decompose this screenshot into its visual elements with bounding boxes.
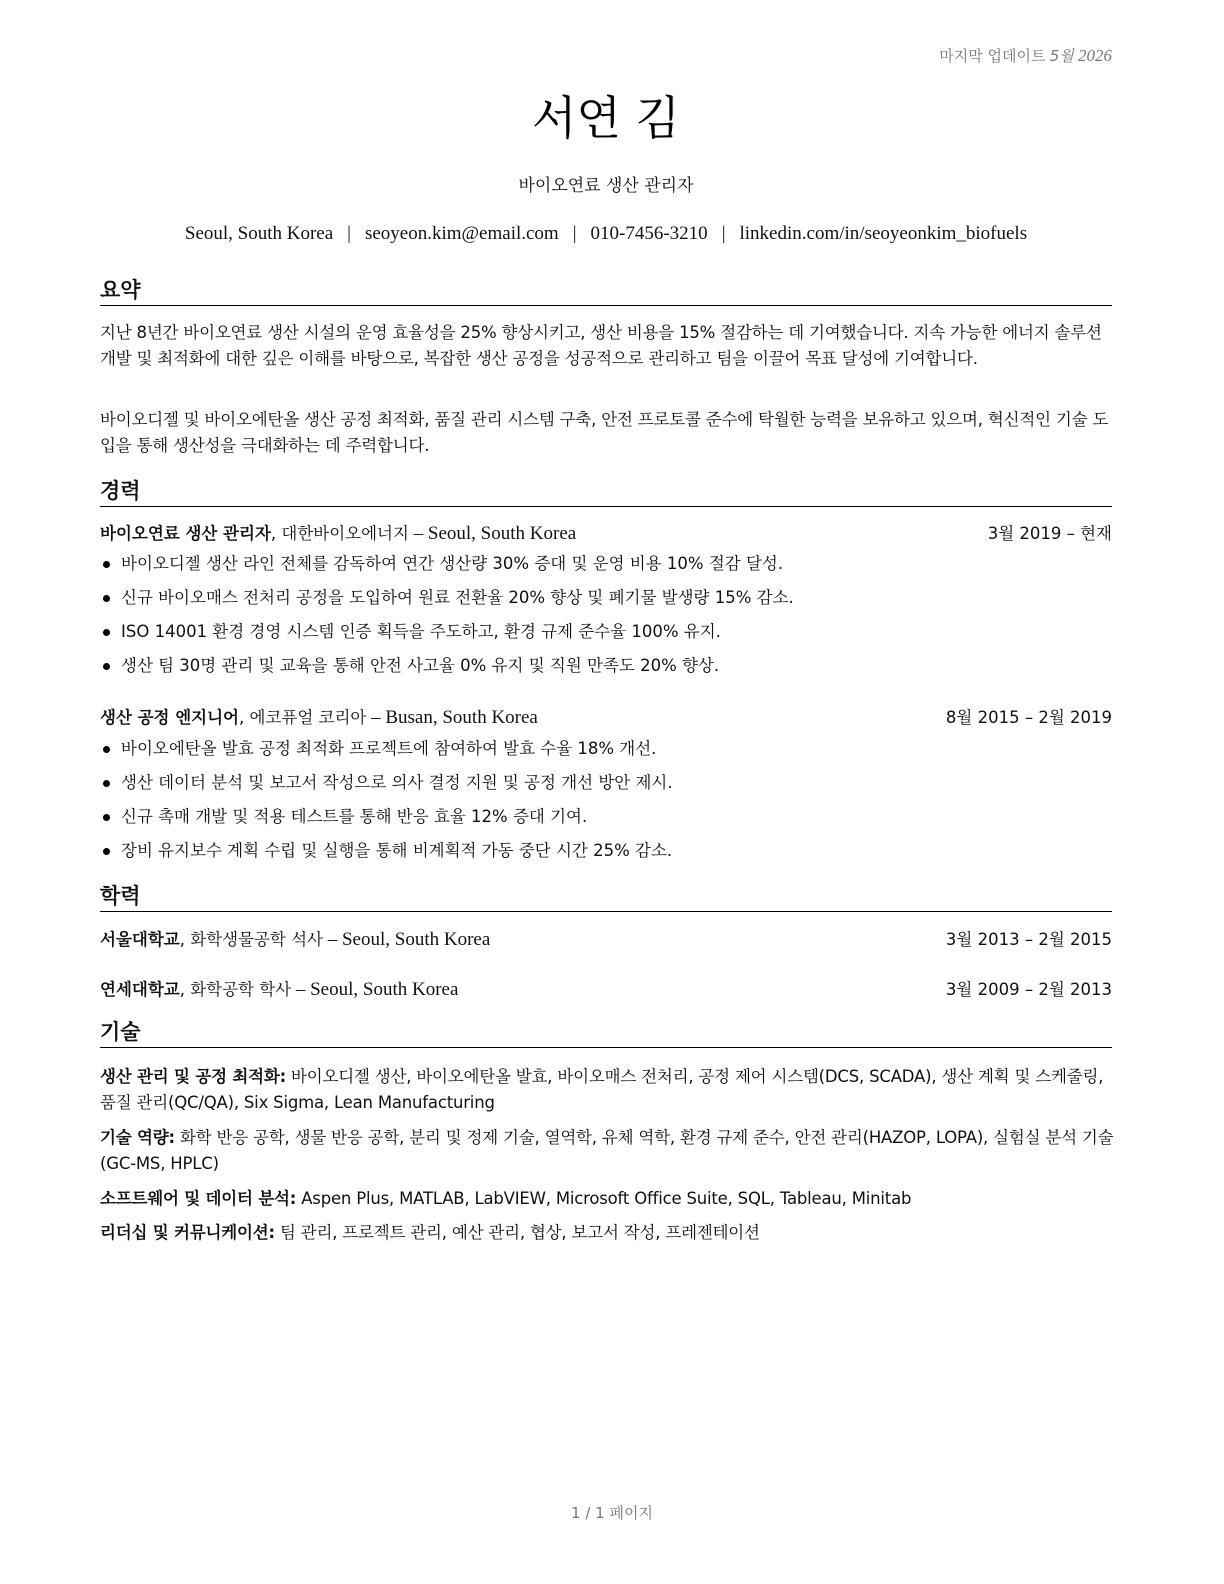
job-location: Seoul, South Korea — [427, 523, 577, 544]
last-updated-year: 2026 — [1078, 46, 1112, 65]
skill-value: 바이오디젤 생산, 바이오에탄올 발효, 바이오매스 전처리, 공정 제어 시스템(DCS, SCADA), 생산 계획 및 스케줄링, 품질 관리(QC/QA), Six Sigma, Lean Manufacturing — [100, 1067, 1104, 1112]
last-updated-month: 5월 — [1049, 47, 1074, 65]
job-role: 바이오연료 생산 관리자 — [100, 524, 271, 543]
education-dates: 3월 2009 – 2월 2013 — [945, 980, 1112, 999]
education-item: 서울대학교, 화학생물공학 석사 – Seoul, South Korea 3월 2013 – 2월 2015 — [100, 927, 1112, 953]
contact-separator: | — [347, 223, 351, 244]
job-header: 생산 공정 엔지니어, 에코퓨얼 코리아 – Busan, South Korea 8월 2015 – 2월 2019 — [100, 705, 1112, 731]
candidate-name: 서연 김 — [532, 91, 680, 145]
skill-item — [100, 1125, 1118, 1177]
job-role: 생산 공정 엔지니어 — [100, 708, 240, 727]
skill-value: 화학 반응 공학, 생물 반응 공학, 분리 및 정제 기술, 열역학, 유체 역학, 환경 규제 준수, 안전 관리(HAZOP, LOPA), 실험실 분석 기술(GC-MS, HPLC) — [100, 1128, 1114, 1173]
last-updated — [939, 45, 1112, 66]
list-item: 생산 팀 30명 관리 및 교육을 통해 안전 사고율 0% 유지 및 직원 만족도 20% 향상. — [100, 653, 1112, 687]
school-name: 서울대학교 — [100, 930, 180, 949]
page-number: 1 / 1 페이지 — [571, 1504, 653, 1522]
skill-item — [100, 1186, 1118, 1212]
education-dates: 3월 2013 – 2월 2015 — [945, 930, 1112, 949]
list-item: 생산 데이터 분석 및 보고서 작성으로 의사 결정 지원 및 공정 개선 방안 제시. — [100, 770, 1112, 804]
list-item: 바이오에탄올 발효 공정 최적화 프로젝트에 참여하여 발효 수율 18% 개선. — [100, 736, 1112, 770]
education-heading: 학력 — [100, 883, 1112, 912]
skill-item — [100, 1220, 1118, 1246]
list-item: ISO 14001 환경 경영 시스템 인증 획득을 주도하고, 환경 규제 준수율 100% 유지. — [100, 619, 1112, 653]
job-bullets — [100, 551, 1112, 687]
summary-heading: 요약 — [100, 277, 1112, 306]
school-name: 연세대학교 — [100, 980, 180, 999]
list-item: 신규 촉매 개발 및 적용 테스트를 통해 반응 효율 12% 증대 기여. — [100, 804, 1112, 838]
contact-linkedin[interactable]: linkedin.com/in/seoyeonkim_biofuels — [739, 223, 1028, 244]
list-item: 바이오디젤 생산 라인 전체를 감독하여 연간 생산량 30% 증대 및 운영 비용 10% 절감 달성. — [100, 551, 1112, 585]
degree: 화학생물공학 석사 — [190, 930, 323, 949]
list-item: 장비 유지보수 계획 수립 및 실행을 통해 비계획적 가동 중단 시간 25% 감소. — [100, 838, 1112, 872]
experience-heading: 경력 — [100, 478, 1112, 507]
contact-separator: | — [572, 223, 577, 244]
summary-paragraph: 바이오디젤 및 바이오에탄올 생산 공정 최적화, 품질 관리 시스템 구축, 안전 프로토콜 준수에 탁월한 능력을 보유하고 있으며, 혁신적인 기술 도입을 통해 생산성을 극대화하는 데 주력합니다. — [100, 410, 1109, 455]
skill-label: 생산 관리 및 공정 최적화: — [100, 1067, 286, 1086]
job-company: 대한바이오에너지 — [281, 524, 409, 543]
contact-separator: | — [721, 223, 726, 244]
job-dates: 3월 2019 – 현재 — [987, 524, 1112, 543]
education-location: Seoul, South Korea — [310, 979, 459, 1000]
job-bullets — [100, 736, 1112, 872]
contact-line — [100, 223, 1112, 245]
degree: 화학공학 학사 — [190, 980, 292, 999]
candidate-title: 바이오연료 생산 관리자 — [518, 176, 694, 196]
education-location: Seoul, South Korea — [341, 929, 491, 950]
job-dates: 8월 2015 – 2월 2019 — [945, 708, 1112, 727]
skill-value: 팀 관리, 프로젝트 관리, 예산 관리, 협상, 보고서 작성, 프레젠테이션 — [279, 1223, 760, 1242]
summary-paragraph: 지난 8년간 바이오연료 생산 시설의 운영 효율성을 25% 향상시키고, 생산 비용을 15% 절감하는 데 기여했습니다. 지속 가능한 에너지 솔루션 개발 및 최적화에 대한 깊은 이해를 바탕으로, 복잡한 생산 공정을 성공적으로 관리하고 팀을 이끌어 목표 달성에 기여합니다. — [100, 323, 1102, 368]
skill-label: 리더십 및 커뮤니케이션: — [100, 1223, 275, 1242]
skill-label: 기술 역량: — [100, 1128, 175, 1147]
education-item: 연세대학교, 화학공학 학사 – Seoul, South Korea 3월 2009 – 2월 2013 — [100, 977, 1112, 1003]
job-company: 에코퓨얼 코리아 — [249, 708, 367, 727]
skill-label: 소프트웨어 및 데이터 분석: — [100, 1189, 297, 1208]
contact-phone[interactable]: 010-7456-3210 — [590, 223, 708, 244]
list-item: 신규 바이오매스 전처리 공정을 도입하여 원료 전환율 20% 향상 및 폐기물 발생량 15% 감소. — [100, 585, 1112, 619]
skill-item — [100, 1064, 1118, 1116]
skill-value: Aspen Plus, MATLAB, LabVIEW, Microsoft Office Suite, SQL, Tableau, Minitab — [301, 1189, 912, 1208]
job-location: Busan, South Korea — [385, 707, 538, 728]
contact-email[interactable]: seoyeon.kim@email.com — [364, 223, 559, 244]
contact-location: Seoul, South Korea — [184, 223, 334, 244]
last-updated-label: 마지막 업데이트 — [939, 47, 1046, 65]
job-header: 바이오연료 생산 관리자, 대한바이오에너지 – Seoul, South Korea 3월 2019 – 현재 — [100, 521, 1112, 547]
skills-heading: 기술 — [100, 1019, 1112, 1048]
